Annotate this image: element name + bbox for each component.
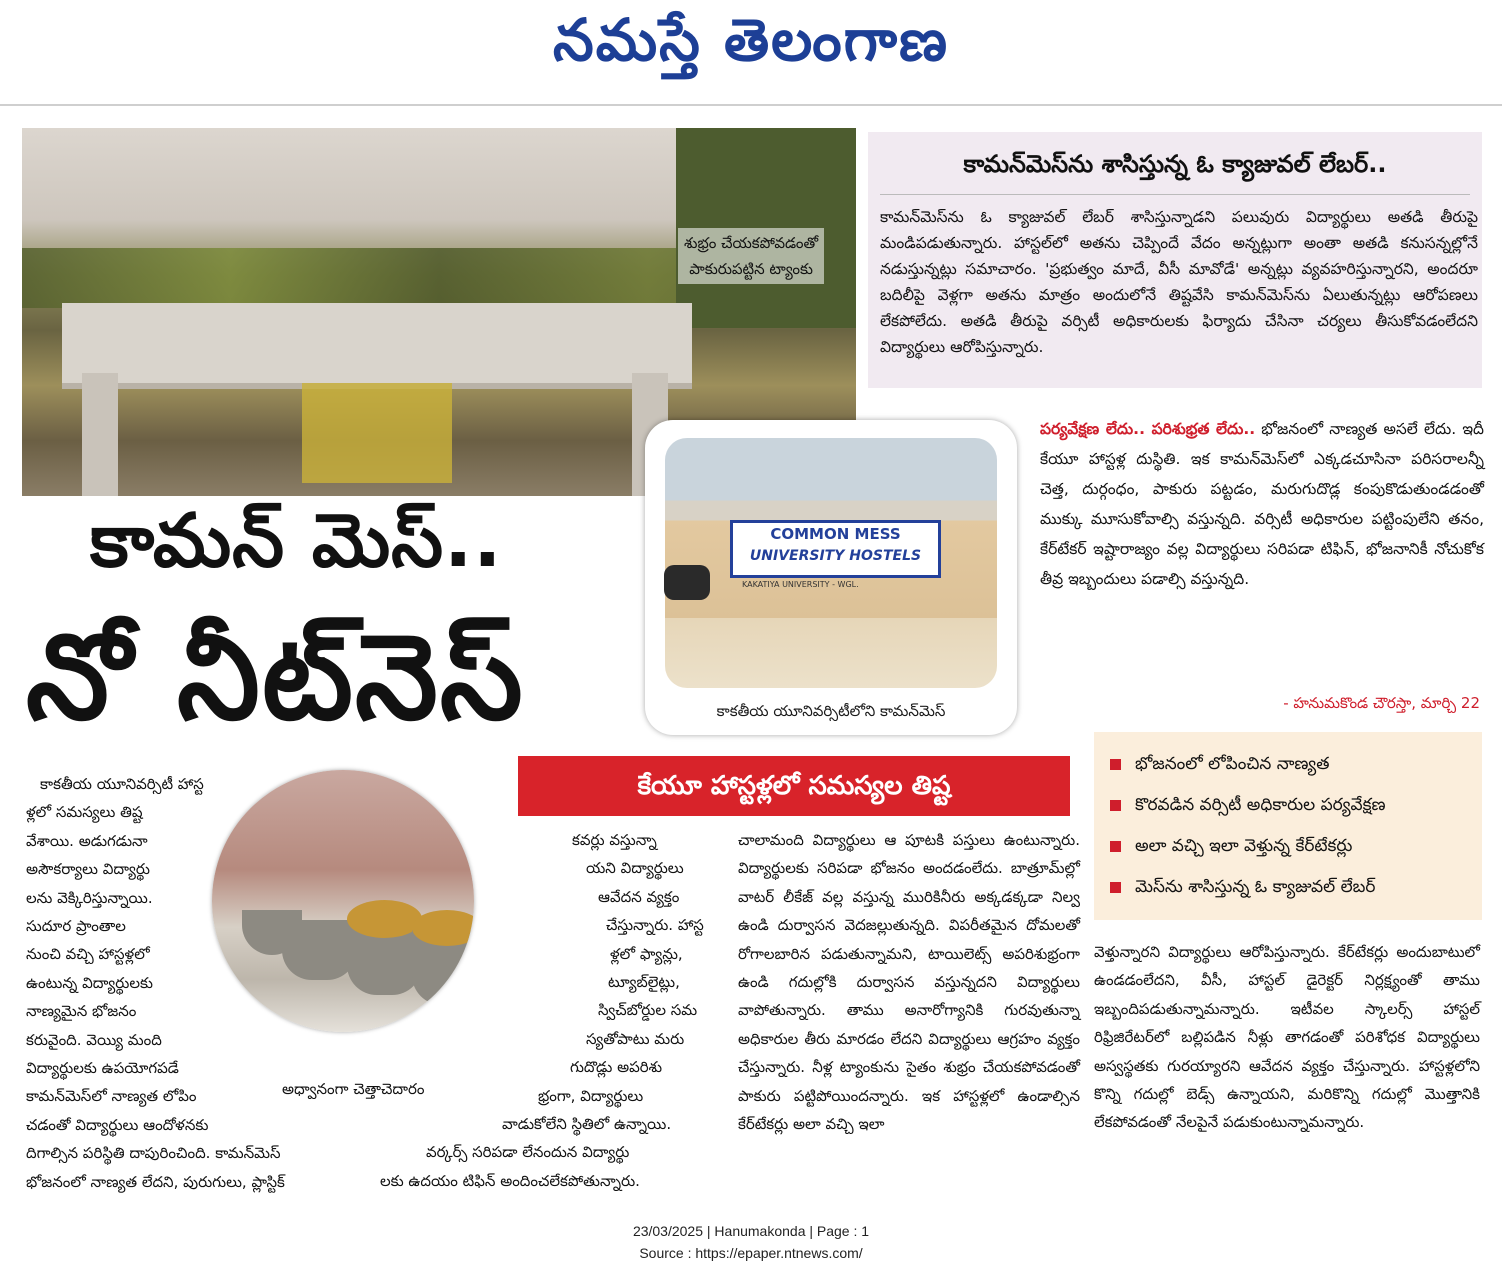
headline-line-2: నో నీట్‌నెస్ [26,608,525,746]
bullet-square-icon [1110,841,1121,852]
tank-caption-line-2: పాకురుపట్టిన ట్యాంకు [689,260,813,278]
highlight-text: మెస్‌ను శాసిస్తున్న ఓ క్యాజువల్ లేబర్ [1135,877,1376,897]
text-line: భోజనంలో నాణ్యత లేదని, పురుగులు, ప్లాస్టిక్ [26,1172,285,1191]
text-line: కవర్లు వస్తున్నా [572,831,657,849]
highlight-text: భోజనంలో లోపించిన నాణ్యత [1135,754,1330,774]
mess-sign-line-1: COMMON MESS [770,525,901,543]
highlights-box [1094,732,1482,920]
text-line: కాకతీయ యూనివర్సిటీ హాస్ట [40,775,204,793]
article-column-3: చాలామంది విద్యార్థులు ఆ పూటకి పస్తులు ఉంటున్నారు. విద్యార్థులకు సరిపడా భోజనం అందడంలేదు. బాత్రూమ్‌ల్లో వాటర్ లీకేజ్ వల్ల వస్తున్న మురికినీరు అక్కడక్కడా నిల్వ ఉండి దుర్వాసన వెదజల్లుతున్నది. విపరీతమైన దోమలతో రోగాలబారిన పడుతున్నామని, టాయిలెట్స్ అపరిశుభ్రంగా ఉండి గదుల్లోకి దుర్వాసన వస్తున్నదని విద్యార్థులు వాపోతున్నారు. తాము అనారోగ్యానికి గురవుతున్నా అధికారుల తీరు మారడం లేదని విద్యార్థులు ఆగ్రహం వ్యక్తం చేస్తున్నారు. నీళ్ల ట్యాంకును సైతం శుభ్రం చేయకపోవడంతో పాకురు పట్టిపోయిందన్నారు. ఇక హాస్టళ్లలో ఉండాల్సిన కేర్‌టేకర్లు అలా వచ్చి ఇలా [738,831,1080,1134]
text-line: లను వెక్కిరిస్తున్నాయి. [26,888,153,907]
lead-body: భోజనంలో నాణ్యత అసలే లేదు. ఇదీ కేయూ హాస్టళ్ల దుస్థితి. ఇక కామన్‌మెస్‌లో ఎక్కడచూసినా పరిసరాలన్నీ చెత్త, దుర్గంధం, పాకురు పట్టడం, మరుగుదొడ్ల కంపుకొడుతుండడంతో ముక్కు మూసుకోవాల్సి వస్తున్నది. వర్సిటీ అధికారుల పట్టింపులేని తనం, కేర్‌టేకర్ ఇష్టారాజ్యం వల్ల విద్యార్థులు సరిపడా టిఫిన్, భోజనానికీ నోచుకోక తీవ్ర ఇబ్బందులు పడాల్సి వస్తున్నది. [1040,420,1484,588]
text-line: స్యతోపాటు మరు [586,1029,685,1048]
text-line: వేశాయి. అడుగడునా [26,831,148,850]
headline-line-1: కామన్ మెస్.. [90,498,503,584]
bullet-square-icon [1110,800,1121,811]
tank-photo-caption [678,228,824,284]
highlight-item [1110,836,1352,860]
text-line: లకు ఉదయం టిఫిన్ అందించలేకపోతున్నారు. [380,1171,640,1190]
mess-signboard [730,520,941,578]
sidebar-title-divider [880,194,1470,195]
text-line: కామన్‌మెస్‌లో నాణ్యత లోపిం [26,1087,197,1106]
mess-sign-subtext: KAKATIYA UNIVERSITY - WGL. [742,580,859,589]
article-column-4: వెళ్తున్నారని విద్యార్థులు ఆరోపిస్తున్నారు. కేర్‌టేకర్లు అందుబాటులో ఉండడంలేదని, వీసీ, హాస్టల్ డైరెక్టర్ నిర్లక్ష్యంతో తాము ఇబ్బందిపడుతున్నామన్నారు. ఇటీవల స్కాలర్స్ హాస్టల్ రిఫ్రిజిరేటర్‌లో బల్లిపడిన నీళ్లు తాగడంతో పరిశోధక విద్యార్థులు అస్వస్థతకు గురయ్యారని ఆవేదన వ్యక్తం చేస్తున్నారు. హాస్టళ్లలోని కొన్ని గదుల్లో బెడ్స్ ఉన్నాయని, మరికొన్ని గదుల్లో మొత్తానికి లేకపోవడంతో నేలపైనే పడుకుంటున్నామన్నారు. [1094,943,1480,1132]
text-line: గుదొడ్లు అపరిశు [570,1058,663,1077]
mess-photo-caption: కాకతీయ యూనివర్సిటీలోని కామన్‌మెస్ [716,702,946,720]
masthead-divider [0,104,1502,106]
text-line: యని విద్యార్థులు [586,859,684,878]
highlight-text: అలా వచ్చి ఇలా వెళ్తున్న కేర్‌టేకర్లు [1135,836,1353,856]
text-line: సుదూర ప్రాంతాల [26,917,126,936]
highlight-item [1110,795,1386,819]
text-line: ళ్లలో సమస్యలు తిష్ట [26,803,143,822]
highlight-item [1110,877,1375,901]
subheadline-banner: కేయూ హాస్టళ్లలో సమస్యల తిష్ట [518,756,1070,816]
page-footer [0,1220,1502,1264]
highlight-item [1110,754,1329,778]
text-line: కరువైంది. వెయ్యి మంది [26,1030,162,1049]
article-column-2 [380,826,720,1195]
motorbike-shape [664,565,710,600]
text-line: నుంచి వచ్చి హాస్టళ్లలో [26,945,150,964]
text-line: చేస్తున్నారు. హాస్ట [606,916,704,935]
text-line: ఆవేదన వ్యక్తం [598,887,680,906]
text-line: ళ్లలో ఫ్యాన్లు, [610,944,683,963]
lead-paragraph [1040,414,1484,594]
lead-highlight: పర్యవేక్షణ లేదు.. పరిశుభ్రత లేదు.. [1040,420,1256,438]
dateline: - హనుమకొండ చౌరస్తా, మార్చి 22 [1283,694,1480,712]
footer-source: Source : https://epaper.ntnews.com/ [639,1245,863,1261]
text-line: భ్రంగా, విద్యార్థులు [538,1086,644,1105]
text-line: చడంతో విద్యార్థులు ఆందోళనకు [26,1115,209,1134]
pots-photo-caption: అధ్వానంగా చెత్తాచెదారం [282,1080,425,1098]
masthead-title: నమస్తే తెలంగాణ [553,6,949,74]
text-line: దిగాల్సిన పరిస్థితి దాపురించింది. కామన్‌మెస్ [26,1144,281,1163]
text-line: విద్యార్థులకు ఉపయోగపడే [26,1059,179,1078]
bullet-square-icon [1110,882,1121,893]
bullet-square-icon [1110,759,1121,770]
sidebar-article-body: కామన్‌మెస్‌ను ఓ క్యాజువల్ లేబర్ శాసిస్తున్నాడని పలువురు విద్యార్థులు అతడి తీరుపై మండిపడుతున్నారు. హాస్టల్‌లో అతను చెప్పిందే వేదం అన్నట్లుగా అంతా అతడి కనుసన్నల్లోనే నడుస్తున్నట్లు సమాచారం. 'ప్రభుత్వం మాదే, వీసీ మావోడే' అన్నట్లు వ్యవహరిస్తున్నారని, అందరూ బదిలీపై వెళ్లగా అతను మాత్రం అందులోనే తిష్టవేసి కామన్‌మెస్‌ను ఏలుతున్నట్లు ఆరోపణలు లేకపోలేదు. అతడి తీరుపై వర్సిటీ అధికారులకు ఫిర్యాదు చేసినా చర్యలు తీసుకోవడంలేదని విద్యార్థులు ఆరోపిస్తున్నారు. [880,208,1478,356]
mess-sign-line-2: UNIVERSITY HOSTELS [749,548,922,564]
text-line: ఉంటున్న విద్యార్థులకు [26,973,153,992]
text-line: వాడుకోలేని స్థితిలో ఉన్నాయి. [502,1115,672,1134]
sidebar-article-title: కామన్‌మెస్‌ను శాసిస్తున్న ఓ క్యాజువల్ లేబర్.. [963,150,1387,178]
footer-date-edition: 23/03/2025 | Hanumakonda | Page : 1 [632,1223,870,1239]
text-line: వర్కర్స్ సరిపడా లేనందున విద్యార్థు [426,1143,630,1162]
text-line: నాణ్యమైన భోజనం [26,1002,137,1021]
text-line: స్విచ్‌బోర్డుల సమ [598,1001,698,1020]
text-line: అసౌకర్యాలు విద్యార్థు [26,860,150,879]
tank-caption-line-1: శుభ్రం చేయకపోవడంతో [684,234,819,252]
highlight-text: కొరవడిన వర్సిటీ అధికారుల పర్యవేక్షణ [1135,795,1386,815]
article-column-1 [26,770,338,1196]
text-line: ట్యూబ్‌లైట్లు, [608,973,680,992]
